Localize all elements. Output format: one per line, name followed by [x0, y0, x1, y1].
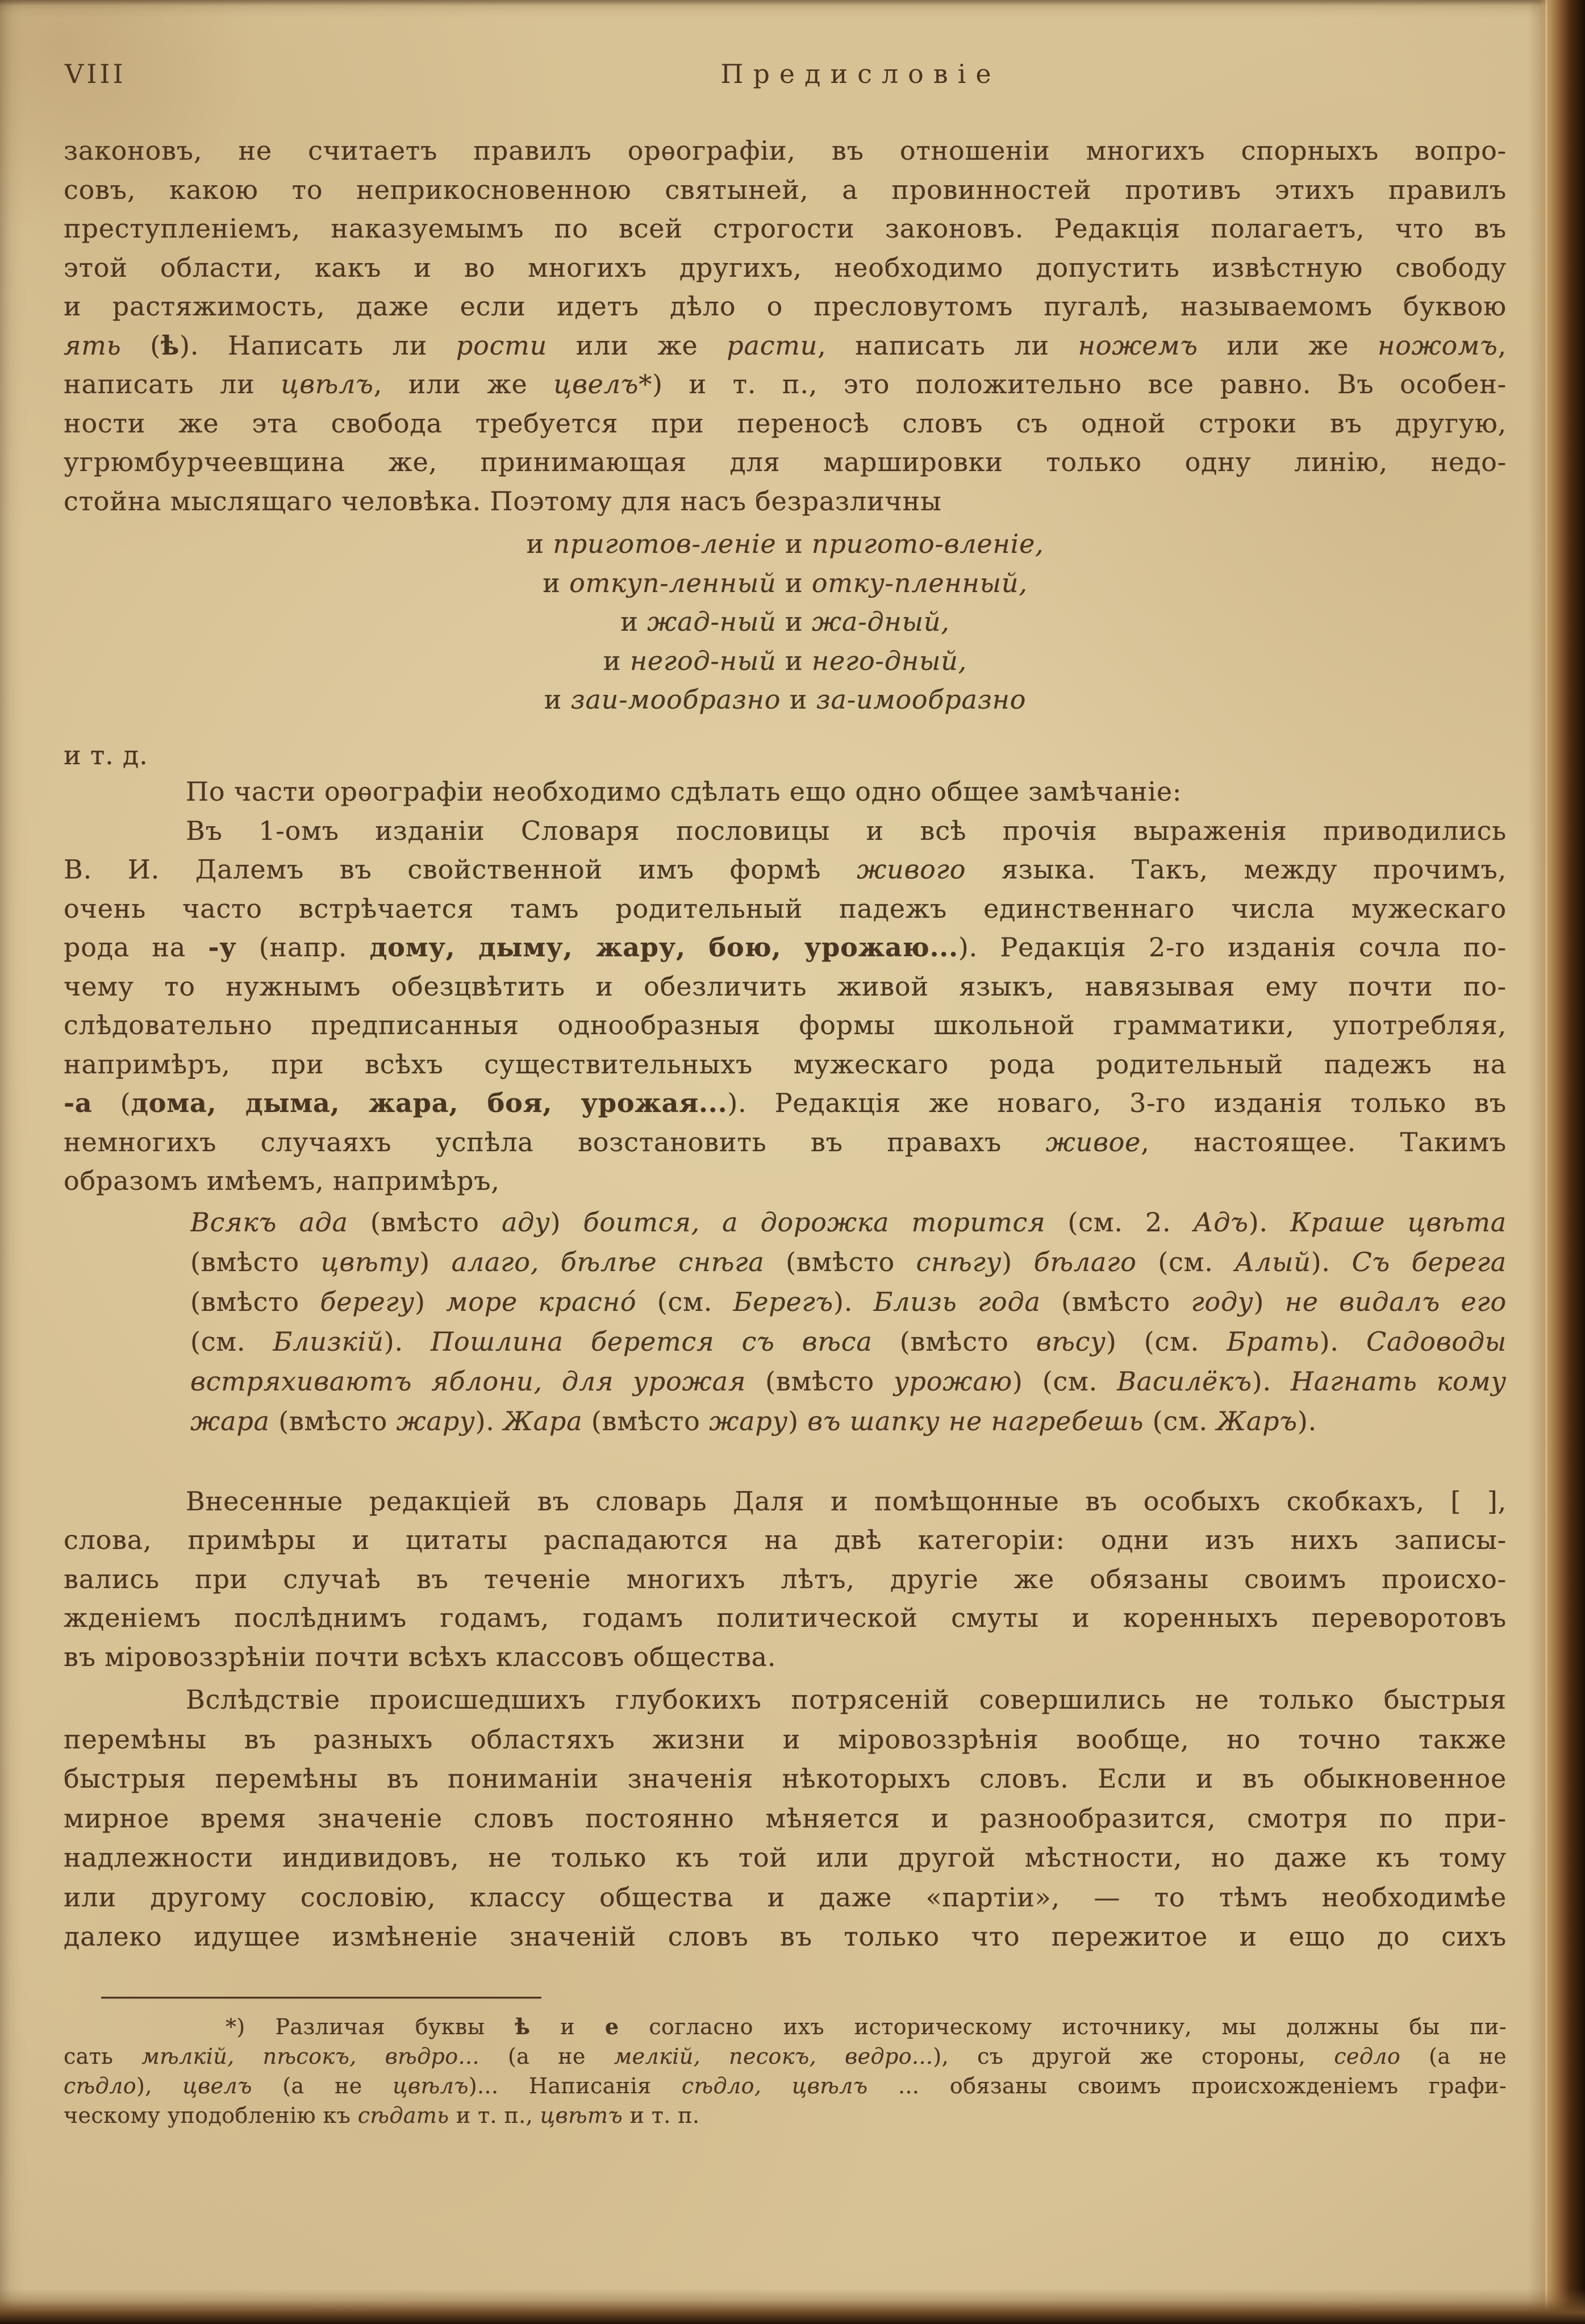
text-line: Внесенные редакціей въ словарь Даля и помѣщонные въ особыхъ скобкахъ, [ ], — [186, 1485, 1507, 1517]
text-line: рода на -у (напр. дому, дыму, жару, бою, урожаю...). Редакція 2-го изданія сочла по- — [64, 932, 1507, 963]
text-line: В. И. Далемъ въ свойственной имъ формѣ живого языка. Такъ, между прочимъ, — [64, 854, 1507, 885]
text-line: и приготов-леніе и пригото-вленіе, — [526, 528, 1044, 559]
text-line: и откуп-ленный и отку-пленный, — [543, 567, 1028, 598]
text-line: сѣдло), цвелъ (а не цвѣлъ)... Написанія сѣдло, цвѣлъ ... обязаны своимъ происхожденіемъ графи- — [64, 2073, 1507, 2098]
text-line: (см. Близкій). Пошлина берется съ вѣса (вмѣсто вѣсу) (см. Брать). Садоводы — [190, 1326, 1507, 1357]
text-line: написать ли цвѣлъ, или же цвелъ*) и т. п., это положительно все равно. Въ особен- — [64, 369, 1507, 399]
text-line: *) Различая буквы ѣ и е согласно ихъ историческому источнику, мы должны бы пи- — [226, 2013, 1507, 2039]
text-line: очень часто встрѣчается тамъ родительный падежъ единственнаго числа мужескаго — [64, 893, 1507, 924]
para-bracketed-words — [64, 1482, 1507, 1677]
text-line: ять (ѣ). Написать ли рости или же расти, написать ли ножемъ или же ножомъ, — [64, 330, 1507, 361]
text-line: преступленіемъ, наказуемымъ по всей строгости законовъ. Редакція полагаетъ, что въ — [64, 213, 1507, 244]
text-line: и жад-ный и жа-дный, — [620, 606, 950, 637]
text-column — [64, 59, 1507, 2130]
para-opening — [64, 131, 1507, 520]
text-line: стойна мыслящаго человѣка. Поэтому для насъ безразличны — [64, 485, 942, 517]
text-line: надлежности индивидовъ, не только къ той или другой мѣстности, но даже къ тому — [64, 1842, 1507, 1873]
text-line: ческому уподобленію къ сѣдать и т. п., цвѣтъ и т. п. — [64, 2102, 700, 2128]
text-line: перемѣны въ разныхъ областяхъ жизни и міровоззрѣнія вообще, но точно также — [64, 1723, 1507, 1755]
etc-line — [64, 736, 1507, 775]
text-line: чему то нужнымъ обезцвѣтить и обезличить живой языкъ, навязывая ему почти по- — [64, 971, 1507, 1002]
footnote-rule — [101, 1997, 541, 1998]
genitive-examples — [190, 1202, 1507, 1441]
text-line: Въ 1-омъ изданіи Словаря пословицы и всѣ прочія выраженія приводились — [186, 815, 1507, 846]
book-bottom-edge — [0, 2289, 1585, 2324]
text-line: (вмѣсто берегу) море красно́ (см. Берегъ). Близь года (вмѣсто году) не видалъ его — [190, 1286, 1507, 1317]
text-line: -а (дома, дыма, жара, боя, урожая...). Редакція же новаго, 3-го изданія только въ — [64, 1088, 1507, 1118]
text-line: жара (вмѣсто жару). Жара (вмѣсто жару) въ шапку не нагребешь (см. Жаръ). — [190, 1405, 1317, 1436]
text-line: ности же эта свобода требуется при переносѣ словъ съ одной строки въ другую, — [64, 407, 1507, 439]
page-body — [64, 131, 1507, 2130]
page-number: VIII — [65, 59, 126, 89]
running-title: Предисловіе — [720, 59, 1001, 89]
text-line: и негод-ный и него-дный, — [603, 645, 967, 676]
text-line: и растяжимость, даже если идетъ дѣло о пресловутомъ пугалѣ, называемомъ буквою — [64, 291, 1507, 322]
text-line: и заи-мообразно и за-имообразно — [544, 684, 1027, 715]
text-line: быстрыя перемѣны въ пониманіи значенія нѣкоторыхъ словъ. Если и въ обыкновенное — [64, 1763, 1507, 1794]
text-line: далеко идущее измѣненіе значеній словъ въ только что пережитое и ещо до сихъ — [64, 1921, 1507, 1952]
text-line: законовъ, не считаетъ правилъ орѳографіи, въ отношеніи многихъ спорныхъ вопро- — [64, 135, 1507, 166]
text-line: совъ, какою то неприкосновенною святыней, а провинностей противъ этихъ правилъ — [64, 174, 1507, 205]
text-line: мирное время значеніе словъ постоянно мѣняется и разнообразится, смотря по при- — [64, 1802, 1507, 1834]
text-line: встряхиваютъ яблони, для урожая (вмѣсто урожаю) (см. Василёкъ). Нагнать кому — [190, 1365, 1507, 1397]
text-line: вались при случаѣ въ теченіе многихъ лѣтъ, другіе же обязаны своимъ происхо- — [64, 1563, 1507, 1594]
text-line: жденіемъ послѣднимъ годамъ, годамъ политической смуты и коренныхъ переворотовъ — [64, 1602, 1507, 1633]
text-line: Вслѣдствіе происшедшихъ глубокихъ потрясеній совершились не только быстрыя — [186, 1684, 1507, 1715]
text-line: напримѣръ, при всѣхъ существительныхъ мужескаго рода родительный падежъ на — [64, 1048, 1507, 1080]
text-line: По части орѳографіи необходимо сдѣлать ещо одно общее замѣчаніе: — [186, 776, 1182, 807]
text-line: угрюмбурчеевщина же, принимающая для маршировки только одну линію, недо- — [64, 447, 1507, 477]
page-header — [64, 59, 1507, 89]
text-line: или другому сословію, классу общества и даже «партіи», — то тѣмъ необходимѣе — [64, 1881, 1507, 1913]
para-upheavals — [64, 1680, 1507, 1957]
text-line: и т. д. — [64, 739, 148, 770]
para-first-edition — [64, 811, 1507, 1201]
footnote — [64, 2012, 1507, 2130]
text-line: Всякъ ада (вмѣсто аду) боится, а дорожка торится (см. 2. Адъ). Краше цвѣта — [190, 1206, 1507, 1238]
text-line: въ міровоззрѣніи почти всѣхъ классовъ общества. — [64, 1641, 777, 1672]
text-line: этой области, какъ и во многихъ другихъ, необходимо допустить извѣстную свободу — [64, 252, 1507, 283]
text-line: (вмѣсто цвѣту) алаго, бѣлѣе снѣга (вмѣсто снѣгу) бѣлаго (см. Алый). Съ берега — [190, 1246, 1507, 1277]
page-top-shadow — [0, 0, 1585, 6]
text-line: слѣдовательно предписанныя однообразныя формы школьной грамматики, употребляя, — [64, 1010, 1507, 1040]
orthography-remark — [64, 772, 1507, 811]
text-line: сать мѣлкій, пѣсокъ, вѣдро... (а не мелкій, песокъ, ведро...), съ другой же стороны, седло (а не — [64, 2043, 1507, 2069]
text-line: немногихъ случаяхъ успѣла возстановить въ правахъ живое, настоящее. Такимъ — [64, 1126, 1507, 1157]
text-line: слова, примѣры и цитаты распадаются на двѣ категоріи: одни изъ нихъ записы- — [64, 1525, 1507, 1555]
book-fore-edge — [1528, 0, 1585, 2324]
text-line: образомъ имѣемъ, напримѣръ, — [64, 1165, 500, 1196]
hyphenation-examples — [64, 524, 1507, 719]
